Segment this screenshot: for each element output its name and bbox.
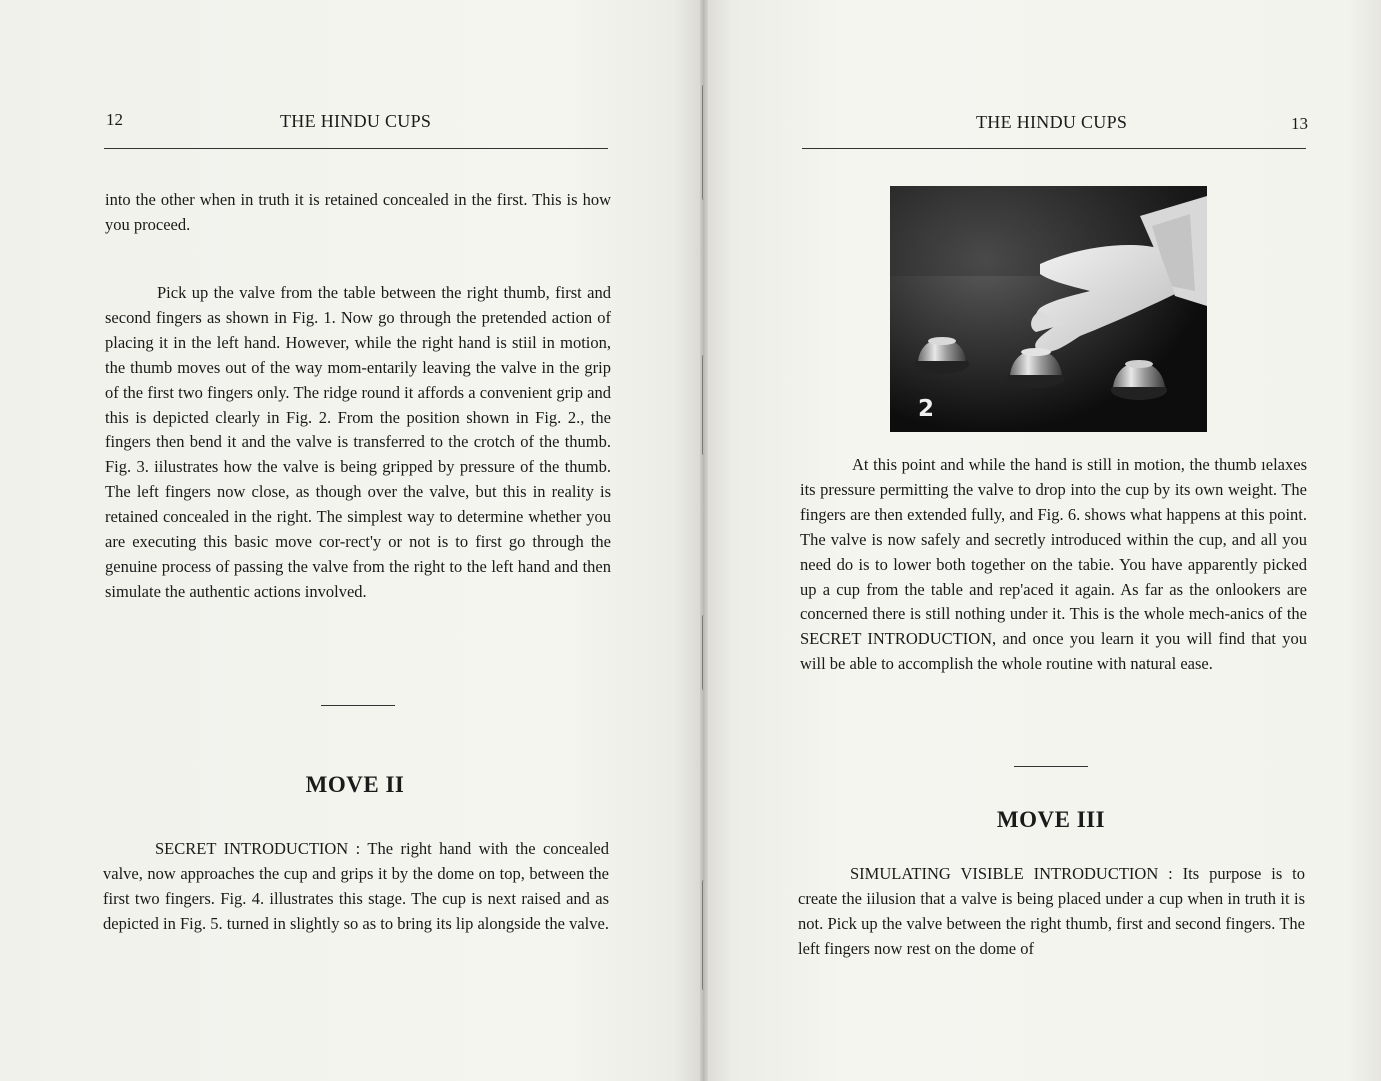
section-divider (1014, 766, 1088, 767)
figure-photograph (890, 186, 1207, 432)
move-one-paragraph: Pick up the valve from the table between the right thumb, first and second fingers as shown in Fig. 1. Now go through the pretended action of placing it in the left hand. However, while the right hand is stiil in motion, the thumb moves out of the way mom-entarily leaving the valve in the grip of the first two fingers only. The ridge round it affords a convenient grip and this is depicted clearly in Fig. 2. From the position shown in Fig. 2., the fingers then bend it and the valve is transferred to the crotch of the thumb. Fig. 3. iilustrates how the valve is being gripped by pressure of the thumb. The left fingers now close, as though over the valve, but this in reality is retained concealed in the right. The simplest way to determine whether you are executing this basic move cor-rect'y or not is to first go through the genuine process of passing the valve from the right to the left hand and then simulate the authentic actions involved. (105, 283, 611, 601)
binding-stitch (702, 355, 707, 455)
section-divider (321, 705, 395, 706)
continued-paragraph: into the other when in truth it is retained concealed in the first. This is how you proceed. (105, 190, 611, 234)
right-running-head: THE HINDU CUPS (976, 112, 1128, 132)
binding-stitch (702, 880, 707, 990)
figure-number-label: 2 (918, 396, 935, 422)
secret-introduction-paragraph: SECRET INTRODUCTION : The right hand with the concealed valve, now approaches the cup and grips it by the dome on top, between the first two fingers. Fig. 4. illustrates this stage. The cup is next raised and as depicted in Fig. 5. turned in slightly so as to bring its lip alongside the valve. (103, 839, 609, 933)
left-page-number: 12 (106, 110, 123, 129)
thumb-relaxes-paragraph: At this point and while the hand is still in motion, the thumb ıelaxes its pressure permitting the valve to drop into the cup by its own weight. The fingers are then extended fully, and Fig. 6. shows what happens at this point. The valve is now safely and secretly introduced within the cup, and all you need do is to lower both together on the tabie. You have apparently picked up a cup from the table and rep'aced it again. As far as the onlookers are concerned there is still nothing under it. This is the whole mech-anics of the SECRET INTRODUCTION, and once you learn it you will find that you will be able to accomplish the whole routine with natural ease. (800, 455, 1307, 674)
move-two-heading: MOVE II (305, 772, 405, 797)
binding-stitch (702, 615, 707, 690)
right-section-text (798, 862, 1305, 962)
left-main-paragraph (105, 281, 611, 605)
move-three-heading: MOVE III (996, 807, 1106, 832)
right-page-number: 13 (1291, 114, 1308, 133)
left-section-text (103, 837, 609, 937)
left-header-rule (104, 148, 608, 149)
hand-and-cups-image (890, 186, 1207, 432)
binding-stitch (702, 85, 707, 200)
right-opening-paragraph (800, 453, 1307, 677)
visible-introduction-paragraph: SIMULATING VISIBLE INTRODUCTION : Its purpose is to create the iilusion that a valve is being placed under a cup when in truth it is not. Pick up the valve between the right thumb, first and second fingers. The left fingers now rest on the dome of (798, 864, 1305, 958)
right-header-rule (802, 148, 1306, 149)
left-running-head: THE HINDU CUPS (280, 111, 432, 131)
left-opening-paragraph (105, 188, 611, 238)
